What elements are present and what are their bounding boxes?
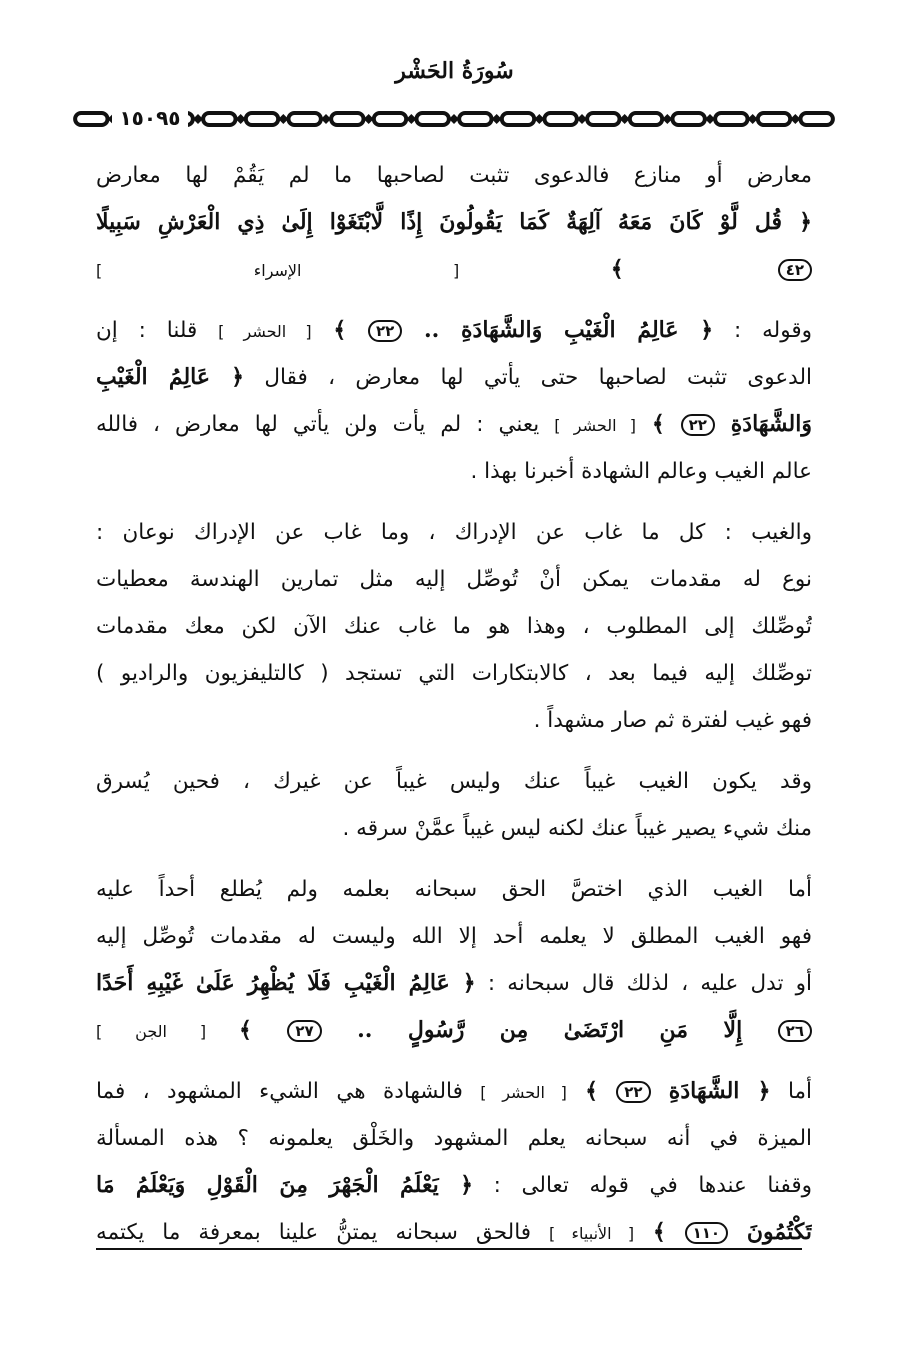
surah-reference: [ الحشر ]	[218, 322, 312, 341]
chain-link	[587, 113, 619, 125]
text-line	[96, 805, 812, 852]
chain-link	[544, 113, 576, 125]
text-line	[96, 1115, 812, 1162]
page-body-text	[96, 152, 812, 1270]
text-line	[96, 1007, 812, 1054]
verse-number: ٢٧	[287, 1020, 321, 1042]
paragraph	[96, 758, 812, 852]
chain-link	[75, 113, 107, 125]
quran-verse: تَكْتُمُونَ	[728, 1219, 812, 1245]
quran-verse: ﴾	[634, 1219, 685, 1245]
quran-verse: ﴾	[239, 1017, 288, 1043]
body-text: وقد يكون الغيب غيباً عنك وليس غيباً عن غيرك ، فحين يُسرق	[96, 769, 812, 794]
verse-number: ٢٢	[681, 414, 715, 436]
text-line	[96, 246, 812, 293]
body-text: فهو الغيب المطلق لا يعلمه أحد إلا الله وليست له مقدمات تُوصِّل إليه	[96, 924, 812, 949]
surah-reference: [ الأنبياء ]	[549, 1224, 635, 1243]
body-text: فالحق سبحانه يمتنُّ علينا بمعرفة ما يكتمه	[96, 1220, 550, 1245]
text-line	[96, 307, 812, 354]
verse-number: ٢٦	[778, 1020, 812, 1042]
quran-verse: ﴿ الشَّهَادَةِ	[650, 1078, 771, 1104]
quran-verse: إِلَّا مَنِ ارْتَضَىٰ مِن رَّسُولٍ ..	[321, 1017, 778, 1043]
body-text: معارض أو منازع فالدعوى تثبت لصاحبها ما لم يَقُمْ لها معارض	[96, 163, 812, 188]
chain-link	[630, 113, 662, 125]
body-text: تُوصِّلك إلى المطلوب ، وهذا هو ما غاب عنك الآن لكن معك مقدمات	[96, 614, 812, 639]
verse-number: ٤٢	[778, 259, 812, 281]
text-line	[96, 199, 812, 246]
chain-link	[800, 113, 832, 125]
text-line	[96, 152, 812, 199]
text-line	[96, 960, 812, 1007]
text-line	[96, 1068, 812, 1115]
chain-link	[203, 113, 235, 125]
body-text: والغيب : كل ما غاب عن الإدراك ، وما غاب عن الإدراك نوعان :	[96, 520, 812, 545]
body-text: أما الغيب الذي اختصَّ الحق سبحانه بعلمه ولم يُطلع أحداً عليه	[96, 877, 812, 902]
text-line	[96, 1162, 812, 1209]
quran-verse: ﴿ قُل لَّوْ كَانَ مَعَهُ آلِهَةٌ كَمَا يَقُولُونَ إِذًا لَّابْتَغَوْا إِلَىٰ ذِي الْعَرْشِ سَبِيلًا	[96, 209, 812, 235]
paragraph	[96, 1068, 812, 1256]
quran-verse: ﴾	[636, 411, 681, 437]
body-text: يعني : لم يأت ولن يأتي لها معارض ، فالله	[96, 412, 555, 437]
chain-link	[416, 113, 448, 125]
text-line	[96, 509, 812, 556]
quran-verse: وَالشَّهَادَةِ	[714, 411, 812, 437]
quran-verse: ﴾	[566, 1078, 617, 1104]
body-text: منك شيء يصير غيباً عنك لكنه ليس غيباً عمَّنْ سرقه .	[342, 816, 812, 841]
text-line	[96, 401, 812, 448]
verse-number: ١١٠	[685, 1222, 728, 1244]
chain-link	[288, 113, 320, 125]
body-text: وقوله :	[713, 318, 812, 343]
text-line	[96, 650, 812, 697]
footer-rule	[96, 1248, 802, 1250]
surah-reference: [ الإسراء ]	[96, 261, 611, 280]
paragraph	[96, 866, 812, 1054]
body-text: قلنا : إن	[96, 318, 219, 343]
text-line	[96, 758, 812, 805]
quran-verse: ﴾	[610, 256, 778, 282]
chain-link	[715, 113, 747, 125]
surah-reference: [ الجن ]	[96, 1022, 239, 1041]
chain-link	[374, 113, 406, 125]
paragraph	[96, 509, 812, 744]
body-text: الميزة في أنه سبحانه يعلم المشهود والخَلْق يعلمونه ؟ هذه المسألة	[96, 1126, 812, 1151]
page-number: ١٥٠٩٥	[112, 106, 188, 130]
text-line	[96, 354, 812, 401]
body-text: الدعوى تثبت لصاحبها حتى يأتي لها معارض ، فقال	[244, 365, 812, 390]
chain-link	[331, 113, 363, 125]
quran-verse: ﴾	[311, 317, 368, 343]
quran-verse: ﴿ عَالِمُ الْغَيْبِ وَالشَّهَادَةِ ..	[402, 317, 714, 343]
text-line	[96, 448, 812, 495]
quran-verse: ﴿ عَالِمُ الْغَيْبِ	[96, 364, 245, 390]
body-text: وقفنا عندها في قوله تعالى :	[473, 1173, 812, 1198]
chain-link	[758, 113, 790, 125]
text-line	[96, 913, 812, 960]
quran-verse: ﴿ عَالِمُ الْغَيْبِ فَلَا يُظْهِرُ عَلَىٰ غَيْبِهِ أَحَدًا	[96, 970, 476, 996]
text-line	[96, 556, 812, 603]
surah-reference: [ الحشر ]	[480, 1083, 567, 1102]
body-text: أو تدل عليه ، لذلك قال سبحانه :	[475, 971, 812, 996]
chain-link	[502, 113, 534, 125]
paragraph	[96, 152, 812, 293]
body-text: فالشهادة هي الشيء المشهود ، فما	[96, 1079, 481, 1104]
paragraph	[96, 307, 812, 495]
chain-link	[459, 113, 491, 125]
surah-title: سُورَةُ الحَشْر	[395, 58, 514, 84]
body-text: توصِّلك إليه فيما بعد ، كالابتكارات التي تستجد ( كالتليفزيون والراديو )	[96, 661, 812, 686]
text-line	[96, 697, 812, 744]
surah-reference: [ الحشر ]	[554, 416, 637, 435]
body-text: نوع له مقدمات يمكن أنْ تُوصِّل إليه مثل تمارين الهندسة معطيات	[96, 567, 812, 592]
body-text: أما	[770, 1079, 812, 1104]
text-line	[96, 866, 812, 913]
body-text: فهو غيب لفترة ثم صار مشهداً .	[533, 708, 812, 733]
chain-link	[672, 113, 704, 125]
chain-link	[246, 113, 278, 125]
verse-number: ٢٢	[616, 1081, 650, 1103]
verse-number: ٢٢	[368, 320, 402, 342]
body-text: عالم الغيب وعالم الشهادة أخبرنا بهذا .	[470, 459, 812, 484]
text-line	[96, 603, 812, 650]
quran-verse: ﴿ يَعْلَمُ الْجَهْرَ مِنَ الْقَوْلِ وَيَعْلَمُ مَا	[96, 1172, 474, 1198]
